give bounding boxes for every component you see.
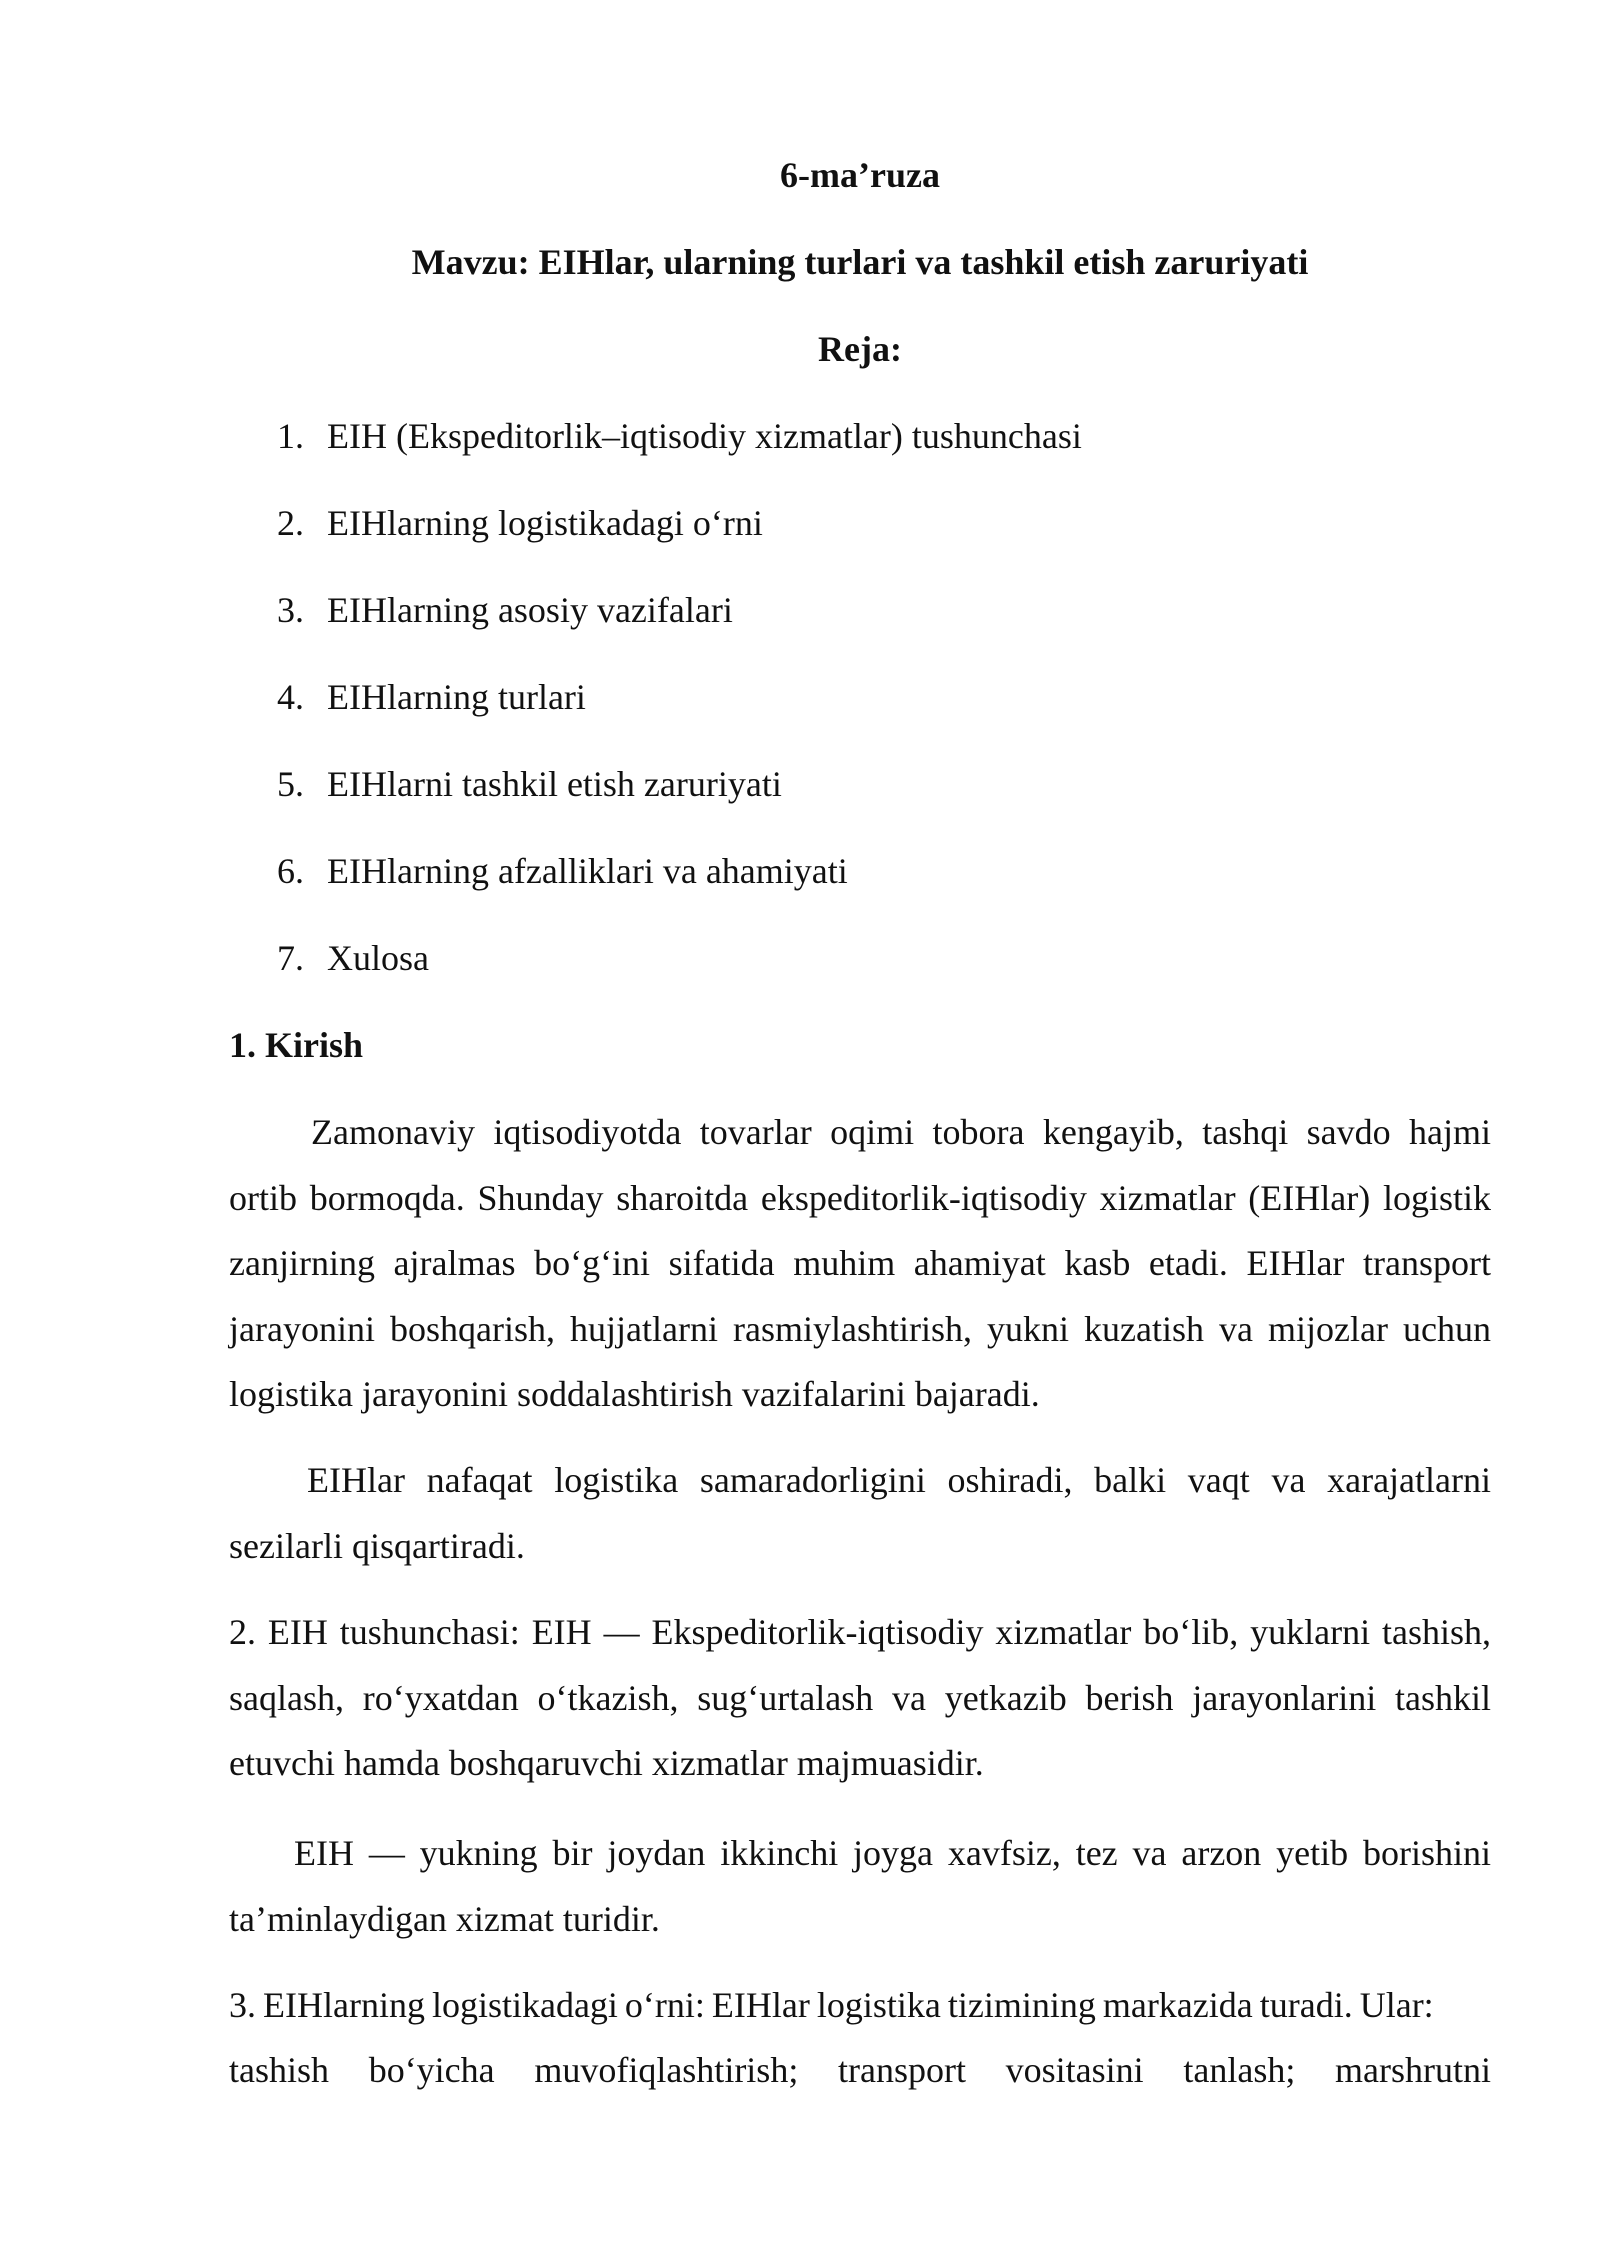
paragraph-intro: Zamonaviy iqtisodiyotda tovarlar oqimi tobora kengayib, tashqi savdo hajmi ortib bormoqda. Shunday sharoitda ekspeditorlik-iqtisodiy xizmatlar (EIHlar) logistik zanjirning ajralmas bo‘g‘ini sifatida muhim ahamiyat kasb etadi. EIHlar transport jarayonini boshqarish, hujjatlarni rasmiylashtirish, yukni kuzatish va mijozlar uchun logistika jarayonini soddalashtirish vazifalarini bajaradi. (229, 1112, 1491, 1414)
paragraph-logistics-role-continued: tashish bo‘yicha muvofiqlashtirish; transport vositasini tanlash; marshrutni (229, 2050, 1491, 2090)
paragraph-logistics-role: 3. EIHlarning logistikadagi o‘rni: EIHlar logistika tizimining markazida turadi. Ular: (229, 1985, 1434, 2025)
plan-heading: Reja: (818, 329, 902, 369)
plan-item-text: EIHlarning logistikadagi o‘rni (327, 503, 763, 543)
plan-item-number: 2. (277, 503, 304, 543)
plan-item-number: 4. (277, 677, 304, 717)
plan-item-number: 5. (277, 764, 304, 804)
plan-item-text: Xulosa (327, 938, 429, 978)
paragraph-definition: 2. EIH tushunchasi: EIH — Ekspeditorlik-iqtisodiy xizmatlar bo‘lib, yuklarni tashish, saqlash, ro‘yxatdan o‘tkazish, sug‘urtalash va yetkazib berish jarayonlarini tashkil etuvchi hamda boshqaruvchi xizmatlar majmuasidir. (229, 1612, 1491, 1783)
plan-item-text: EIHlarning afzalliklari va ahamiyati (327, 851, 848, 891)
section-heading-kirish: 1. Kirish (229, 1025, 364, 1065)
plan-item-text: EIHlarning turlari (327, 677, 586, 717)
plan-item-text: EIHlarning asosiy vazifalari (327, 590, 733, 630)
plan-item-number: 3. (277, 590, 304, 630)
topic-title: Mavzu: EIHlar, ularning turlari va tashkil etish zaruriyati (411, 242, 1309, 282)
plan-item-text: EIHlarni tashkil etish zaruriyati (327, 764, 782, 804)
paragraph-efficiency: EIHlar nafaqat logistika samaradorligini oshiradi, balki vaqt va xarajatlarni sezilarli qisqartiradi. (229, 1460, 1491, 1566)
plan-item-text: EIH (Ekspeditorlik–iqtisodiy xizmatlar) tushunchasi (327, 416, 1082, 456)
paragraph-definition-2: EIH — yukning bir joydan ikkinchi joyga xavfsiz, tez va arzon yetib borishini ta’minlaydigan xizmat turidir. (229, 1833, 1491, 1939)
plan-item-number: 7. (277, 938, 304, 978)
lecture-number: 6-ma’ruza (780, 155, 940, 195)
plan-item-number: 6. (277, 851, 304, 891)
plan-item-number: 1. (277, 416, 304, 456)
